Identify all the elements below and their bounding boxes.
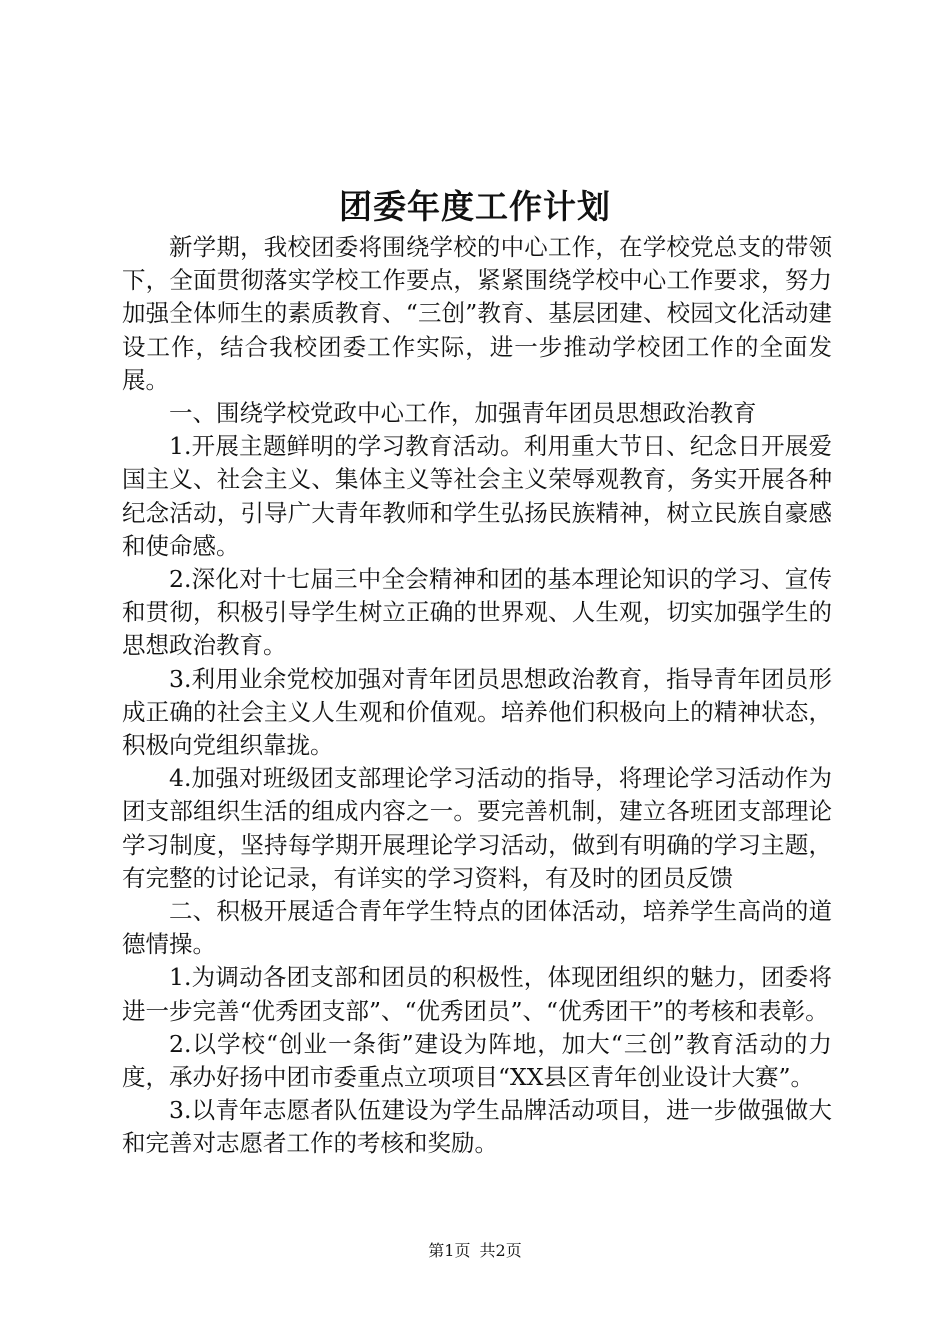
page-number: 第1页 bbox=[428, 1241, 471, 1260]
intro-paragraph: 新学期，我校团委将围绕学校的中心工作，在学校党总支的带领下，全面贯彻落实学校工作要点，紧紧围绕学校中心工作要求，努力加强全体师生的素质教育、“三创”教育、基层团建、校园文化活动建设工作，结合我校团委工作实际，进一步推动学校团工作的全面发展。 bbox=[122, 233, 832, 394]
paragraph-item-1-3: 3.利用业余党校加强对青年团员思想政治教育，指导青年团员形成正确的社会主义人生观和价值观。培养他们积极向上的精神状态，积极向党组织靠拢。 bbox=[122, 664, 832, 760]
paragraph-item-1-2: 2.深化对十七届三中全会精神和团的基本理论知识的学习、宣传和贯彻，积极引导学生树立正确的世界观、人生观，切实加强学生的思想政治教育。 bbox=[122, 565, 832, 660]
section-heading-1: 一、围绕学校党政中心工作，加强青年团员思想政治教育 bbox=[169, 399, 757, 428]
section-heading-2: 二、积极开展适合青年学生特点的团体活动，培养学生高尚的道德情操。 bbox=[122, 897, 832, 959]
paragraph-item-2-3: 3.以青年志愿者队伍建设为学生品牌活动项目，进一步做强做大和完善对志愿者工作的考核和奖励。 bbox=[122, 1096, 832, 1158]
document-title: 团委年度工作计划 bbox=[339, 187, 611, 226]
page-footer bbox=[0, 1240, 950, 1262]
document-body bbox=[122, 231, 832, 1161]
page-total: 共2页 bbox=[479, 1241, 522, 1260]
paragraph-item-1-4: 4.加强对班级团支部理论学习活动的指导，将理论学习活动作为团支部组织生活的组成内容之一。要完善机制，建立各班团支部理论学习制度，坚持每学期开展理论学习活动，做到有明确的学习主题，有完整的讨论记录，有详实的学习资料，有及时的团员反馈 bbox=[122, 764, 832, 892]
paragraph-item-2-1: 1.为调动各团支部和团员的积极性，体现团组织的魅力，团委将进一步完善“优秀团支部”、“优秀团员”、“优秀团干”的考核和表彰。 bbox=[122, 963, 832, 1025]
paragraph-item-1-1: 1.开展主题鲜明的学习教育活动。利用重大节日、纪念日开展爱国主义、社会主义、集体主义等社会主义荣辱观教育，务实开展各种纪念活动，引导广大青年教师和学生弘扬民族精神，树立民族自豪感和使命感。 bbox=[122, 432, 832, 560]
paragraph-item-2-2: 2.以学校“创业一条街”建设为阵地，加大“三创”教育活动的力度，承办好扬中团市委重点立项项目“XX县区青年创业设计大赛”。 bbox=[122, 1029, 832, 1092]
